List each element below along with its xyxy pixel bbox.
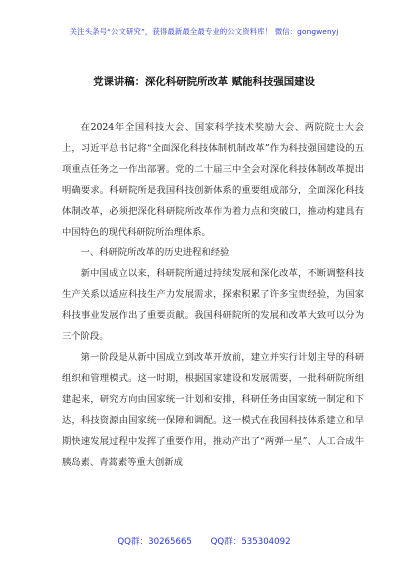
document-title: 党课讲稿：深化科研院所改革 赋能科技强国建设 — [93, 76, 315, 88]
section-heading: 一、科研院所改革的历史进程和经验 — [80, 247, 230, 259]
footer-qq-group-1: QQ群：30265665 — [117, 537, 192, 547]
document-body — [62, 118, 364, 473]
paragraph-stage-one: 第一阶段是从新中国成立到改革开放前，建立并实行计划主导的科研组织和管理模式。这一时期，根据国家建设和发展需要，一批科研院所组建起来，研究方向由国家统一计划和安排，科研任务由国家统一制定和下达，科技资源由国家统一保障和调配。这一模式在我国科技体系建立和早期快速发展过程中发挥了重要作用，推动产出了“两弹一星”、人工合成牛胰岛素、青蒿素等重大创新成 — [62, 351, 364, 468]
footer-contact — [0, 535, 408, 547]
paragraph-intro: 在2024年全国科技大会、国家科学技术奖励大会、两院院士大会上，习近平总书记将“全面深化科技体制机制改革”作为科技强国建设的五项重点任务之一作出部署。党的二十届三中全会对深化科技体制改革提出明确要求。科研院所是我国科技创新体系的重要组成部分，全面深化科技体制改革，必须把深化科研院所改革作为着力点和突破口，推动构建具有中国特色的现代科研院所治理体系。 — [62, 122, 364, 238]
paragraph-history: 新中国成立以来，科研院所通过持续发展和深化改革，不断调整科技生产关系以适应科技生产力发展需求，探索积累了许多宝贵经验，为国家科技事业发展作出了重要贡献。我国科研院所的发展和改革大致可以分为三个阶段。 — [62, 268, 364, 343]
footer-qq-group-2: QQ群：535304092 — [210, 537, 291, 547]
header-banner: 关注头条号“公文研究”，获得最新最全最专业的公文资料库！ 微信：gongwenyj — [69, 27, 339, 36]
